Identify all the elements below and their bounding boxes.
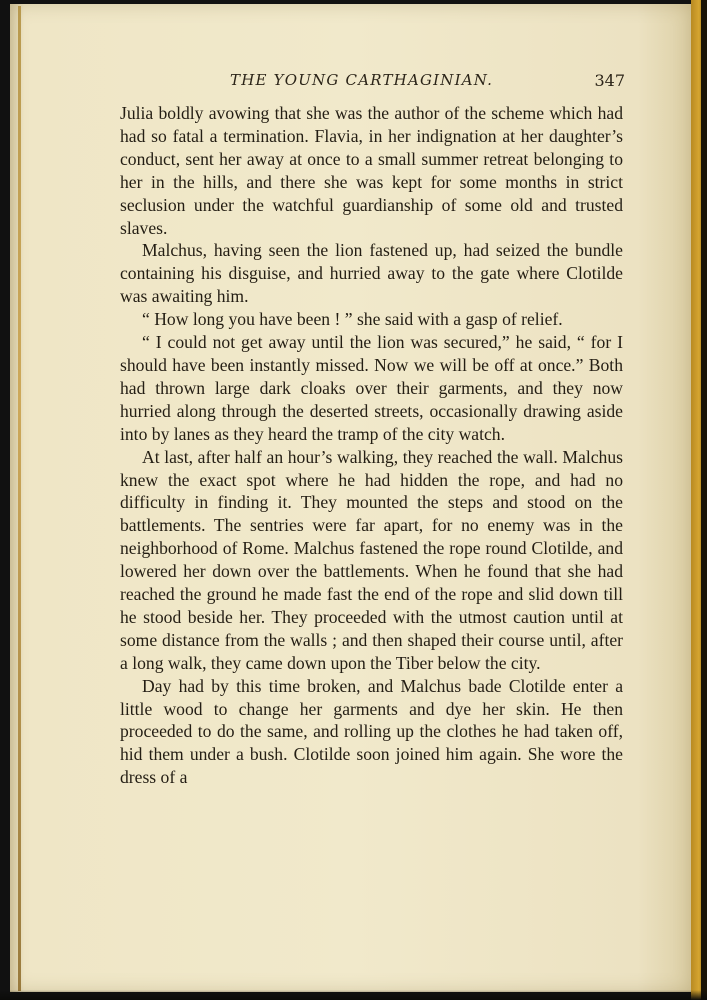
paragraph: “ How long you have been ! ” she said with a gasp of relief. <box>142 309 563 330</box>
book-shadow-edge <box>701 0 707 1000</box>
running-header <box>120 71 625 97</box>
paragraph: Day had by this time broken, and Malchus bade Clotilde enter a little wood to change her garments and dye her skin. He then proceeded to do the same, and rolling up the clothes he had taken off, hid them under a bush. Clotilde soon joined him again. She wore the dress of a <box>120 675 623 788</box>
paragraph: “ I could not get away until the lion was secured,” he said, “ for I should have been instantly missed. Now we will be off at once.” Both had thrown large dark cloaks over their garments, and they now hurried along through the deserted streets, occasionally drawing aside into by lanes as they heard the tramp of the city watch. <box>120 332 623 444</box>
running-title: THE YOUNG CARTHAGINIAN. <box>230 71 494 89</box>
binding-edge <box>18 6 21 991</box>
page-number: 347 <box>594 71 625 90</box>
paragraph: Malchus, having seen the lion fastened up, had seized the bundle containing his disguise, and hurried away to the gate where Clotilde was awaiting him. <box>120 240 623 307</box>
body-text <box>120 102 623 789</box>
paragraph-continued: Julia boldly avowing that she was the author of the scheme which had had so fatal a termination. Flavia, in her indignation at her daughter’s conduct, sent her away at once to a small summer retreat belonging to her in the hills, and there she was kept for some months in strict seclusion under the watchful guardianship of some old and trusted slaves. <box>120 103 623 238</box>
paragraph: At last, after half an hour’s walking, they reached the wall. Malchus knew the exact spot where he had hidden the rope, and had no difficulty in finding it. They mounted the steps and stood on the battlements. The sentries were far apart, for no enemy was in the neighborhood of Rome. Malchus fastened the rope round Clotilde, and lowered her down over the battlements. When he found that she had reached the ground he made fast the end of the rope and slid down till he stood beside her. They proceeded with the utmost caution until at some distance from the walls ; and then shaped their course until, after a long walk, they came down upon the Tiber below the city. <box>120 446 623 673</box>
bottom-shadow <box>0 990 707 1000</box>
